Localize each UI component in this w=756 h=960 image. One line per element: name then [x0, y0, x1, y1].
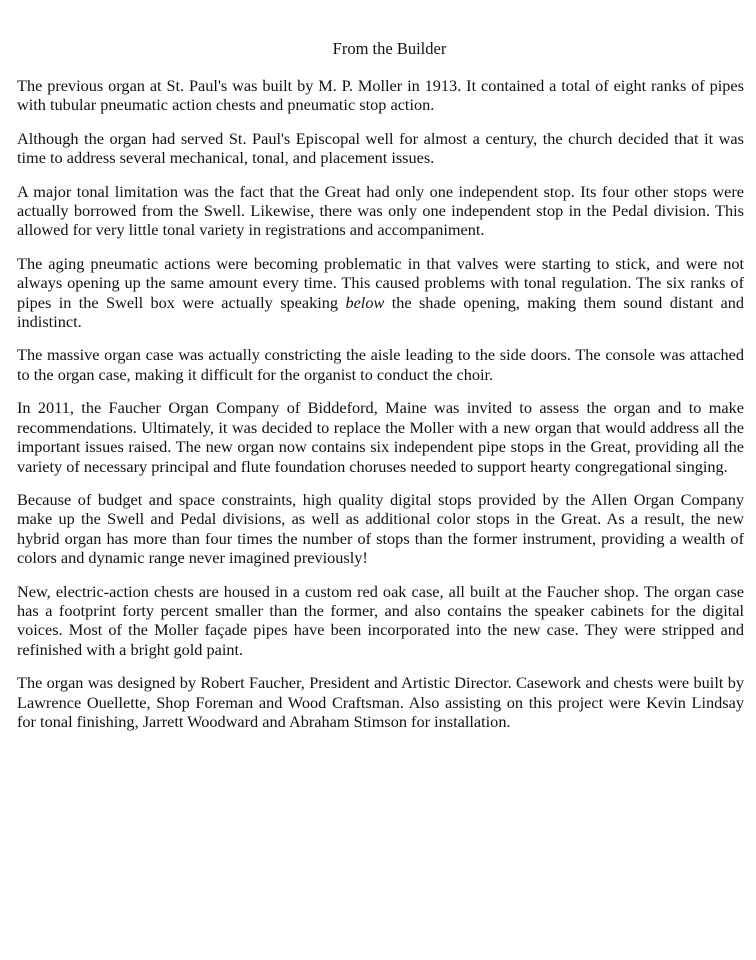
paragraph-credits: The organ was designed by Robert Faucher, President and Artistic Director. Casework and chests were built by Lawrence Ouellette, Shop Foreman and Wood Craftsman. Also assisting on this project were Kevin Lindsay for tonal finishing, Jarrett Woodward and Abraham Stimson for installation.	[17, 673, 744, 731]
paragraph-digital-stops: Because of budget and space constraints, high quality digital stops provided by the Allen Organ Company make up the Swell and Pedal divisions, as well as additional color stops in the Great. As a result, the new hybrid organ has more than four times the number of stops than the former instrument, providing a wealth of colors and dynamic range never imagined previously!	[17, 489, 744, 568]
paragraph-text: The aging pneumatic actions were becoming problematic in that valves were starting to stick, and were not always opening up the same amount every time. This caused problems with tonal regulation. The six ranks of pipes in the Swell box were actually speaking	[17, 253, 744, 312]
paragraph-previous-organ: The previous organ at St. Paul's was built by M. P. Moller in 1913. It contained a total of eight ranks of pipes with tubular pneumatic action chests and pneumatic stop action.	[17, 76, 744, 115]
page-title: From the Builder	[332, 39, 447, 58]
paragraph-tonal-limitation: A major tonal limitation was the fact that the Great had only one independent stop. Its four other stops were actually borrowed from the Swell. Likewise, there was only one independent stop in the Pedal division. This allowed for very little tonal variety in registrations and accompaniment.	[17, 181, 744, 240]
paragraph-text: the shade opening, making them sound distant and indistinct.	[17, 292, 744, 332]
emphasis-below: below	[345, 292, 385, 312]
paragraph-decision: Although the organ had served St. Paul's Episcopal well for almost a century, the church decided that it was time to address several mechanical, tonal, and placement issues.	[17, 128, 744, 168]
paragraph-electric-action: New, electric-action chests are housed in a custom red oak case, all built at the Faucher shop. The organ case has a footprint forty percent smaller than the former, and also contains the speaker cabinets for the digital voices. Most of the Moller façade pipes have been incorporated into the new case. They were stripped and refinished with a bright gold paint.	[17, 581, 744, 659]
paragraph-pneumatic-actions	[17, 254, 744, 332]
paragraph-faucher-2011: In 2011, the Faucher Organ Company of Biddeford, Maine was invited to assess the organ and to make recommendations. Ultimately, it was decided to replace the Moller with a new organ that would address all the important issues raised. The new organ now contains six independent pipe stops in the Great, providing all the variety of necessary principal and flute foundation choruses needed to support hearty congregational singing.	[17, 398, 744, 476]
paragraph-organ-case: The massive organ case was actually constricting the aisle leading to the side doors. The console was attached to the organ case, making it difficult for the organist to conduct the choir.	[17, 345, 744, 384]
